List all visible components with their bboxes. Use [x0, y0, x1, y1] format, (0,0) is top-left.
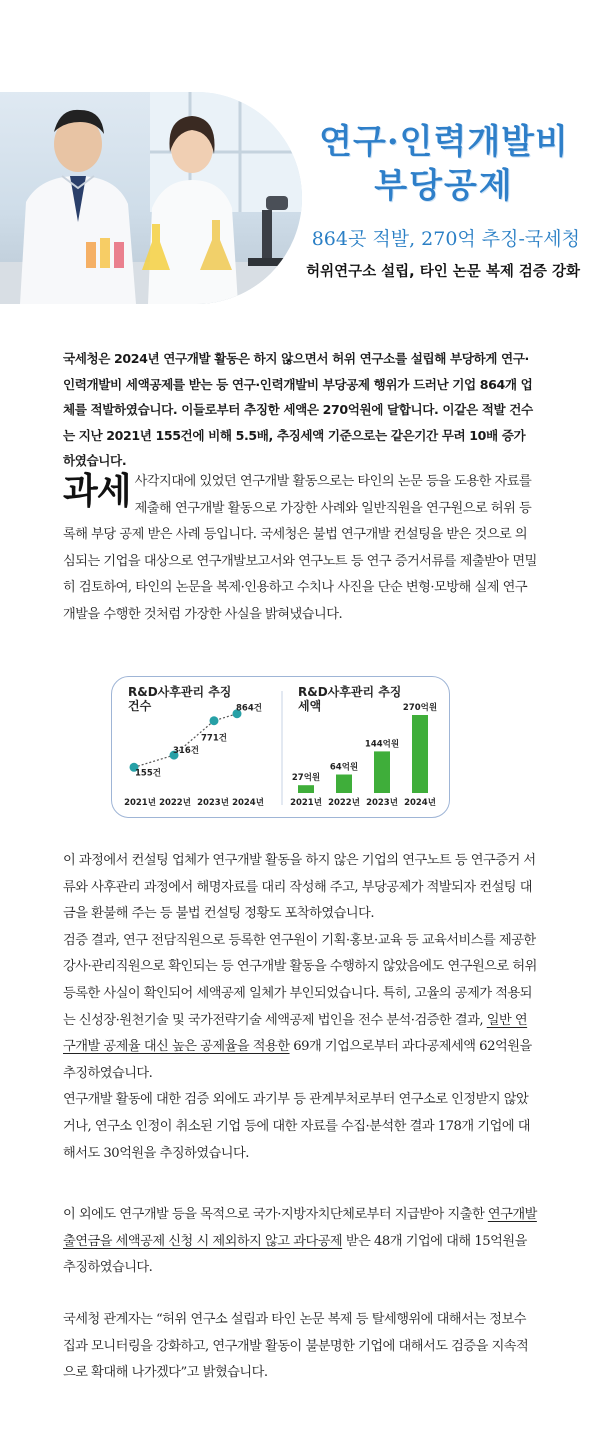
count-xtick-2023년: 2023년: [197, 798, 229, 808]
tax-xtick-2021년: 2021년: [290, 798, 322, 808]
paragraph-2b-underlined: 일반 연구개발 공제율 대신 높은 공제율을 적용한: [63, 1012, 528, 1055]
rnd-infographic: [111, 676, 450, 818]
body-paragraph-1: [63, 469, 537, 629]
body-paragraph-4: 국세청 관계자는 “허위 연구소 설립과 타인 논문 복제 등 탈세행위에 대해서는 정보수집과 모니터링을 강화하고, 연구개발 활동이 불분명한 기업에 대해서도 검증을 지속적으로 확대해 나가겠다”고 밝혔습니다.: [63, 1312, 529, 1381]
body-paragraph-3: [63, 1202, 537, 1282]
lab-researchers-photo: [0, 92, 302, 304]
chart2-title: R&D사후관리 추징 세액: [298, 685, 402, 713]
count-label-2023년: 771건: [201, 733, 227, 744]
title-line-2: 부당공제: [374, 166, 514, 206]
tax-bar-2023년: [374, 751, 390, 793]
subheadline: 허위연구소 설립, 타인 논문 복제 검증 강화: [306, 264, 580, 280]
tax-xtick-2024년: 2024년: [404, 798, 436, 808]
body-paragraph-2: [63, 848, 537, 1167]
tax-xtick-2023년: 2023년: [366, 798, 398, 808]
tax-xtick-2022년: 2022년: [328, 798, 360, 808]
paragraph-3-underlined: 연구개발출연금을 세액공제 신청 시 제외하지 않고 과다공제: [63, 1207, 537, 1249]
paragraph-2b: 검증 결과, 연구 전담직원으로 등록한 연구원이 기획·홍보·교육 등 교육서비스를 제공한 강사·관리직원으로 확인되는 등 연구개발 활동을 수행하지 않았음에도 연구원으로 허위 등록한 사실이 확인되어 세액공제 일체가 부인되었습니다. 특히, 고율의 공제가 적용되는 신성장·원천기술 및 국가전략기술 세액공제 법인을 전수 분석·검증한 결과,: [63, 932, 537, 1028]
chart1-title: R&D사후관리 추징 건수: [128, 685, 232, 713]
tax-bar-2024년: [412, 715, 428, 793]
tax-label-2024년: 270억원: [402, 703, 438, 713]
paragraph-3a: 이 외에도 연구개발 등을 목적으로 국가·지방자치단체로부터 지급받아 지출한: [63, 1207, 488, 1222]
infographic-charts: [112, 677, 449, 817]
count-label-2024년: 864건: [236, 703, 262, 714]
tax-bar-2022년: [336, 775, 352, 793]
lead-paragraph: 국세청은 2024년 연구개발 활동은 하지 않으면서 허위 연구소를 설립해 부당하게 연구·인력개발비 세액공제를 받는 등 연구·인력개발비 부당공제 행위가 드러난 기업 864개 업체를 적발하였습니다. 이들로부터 추징한 세액은 270억원에 달합니다. 이같은 적발 건수는 지난 2021년 155건에 비해 5.5배, 추징세액 기준으로는 같은기간 무려 10배 증가하였습니다.: [63, 351, 533, 468]
tax-label-2023년: 144억원: [364, 739, 400, 750]
count-xtick-2021년: 2021년: [124, 798, 156, 808]
subtitle: 864곳 적발, 270억 추징-국세청: [311, 228, 580, 250]
paragraph-1-text: 사각지대에 있었던 연구개발 활동으로는 타인의 논문 등을 도용한 자료를 제출해 연구개발 활동으로 가장한 사례와 일반직원을 연구원으로 허위 등록해 부당 공제 받은 사례 등입니다. 국세청은 불법 연구개발 컨설팅을 받은 것으로 의심되는 기업을 대상으로 연구개발보고서와 연구노트 등 연구 증거서류를 제출받아 면밀히 검토하여, 타인의 논문을 복제·인용하고 수치나 사진을 단순 변형·모방해 실제 연구개발을 수행한 것처럼 가장한 사실을 밝혀냈습니다.: [63, 474, 537, 622]
count-label-2022년: 316건: [173, 746, 199, 757]
paragraph-2a: 이 과정에서 컨설팅 업체가 연구개발 활동을 하지 않은 기업의 연구노트 등 연구증거 서류와 사후관리 과정에서 해명자료를 대리 작성해 주고, 부당공제가 적발되자 컨설팅 대금을 환불해 주는 등 불법 컨설팅 정황도 포착하였습니다.: [63, 853, 536, 922]
tax-bar-2021년: [298, 785, 314, 793]
dropcap: 과세: [63, 470, 131, 512]
tax-label-2022년: 64억원: [329, 762, 359, 773]
count-xtick-2024년: 2024년: [232, 798, 264, 808]
tax-label-2021년: 27억원: [291, 773, 321, 784]
header-banner: [0, 92, 600, 304]
paragraph-2c: 연구개발 활동에 대한 검증 외에도 과기부 등 관계부처로부터 연구소로 인정받지 않았거나, 연구소 인정이 취소된 기업 등에 대한 자료를 수집·분석한 결과 178개 기업에 대해서도 30억원을 추징하였습니다.: [63, 1092, 531, 1161]
count-xtick-2022년: 2022년: [159, 798, 191, 808]
count-point-2023년: [210, 716, 219, 725]
paragraph-2b-end: 69개 기업으로부터 과다공제세액 62억원을 추징하였습니다.: [63, 1039, 532, 1081]
paragraph-3-end: 받은 48개 기업에 대해 15억원을 추징하였습니다.: [63, 1233, 527, 1276]
count-label-2021년: 155건: [135, 768, 161, 779]
title-line-1: 연구·인력개발비: [319, 122, 569, 162]
